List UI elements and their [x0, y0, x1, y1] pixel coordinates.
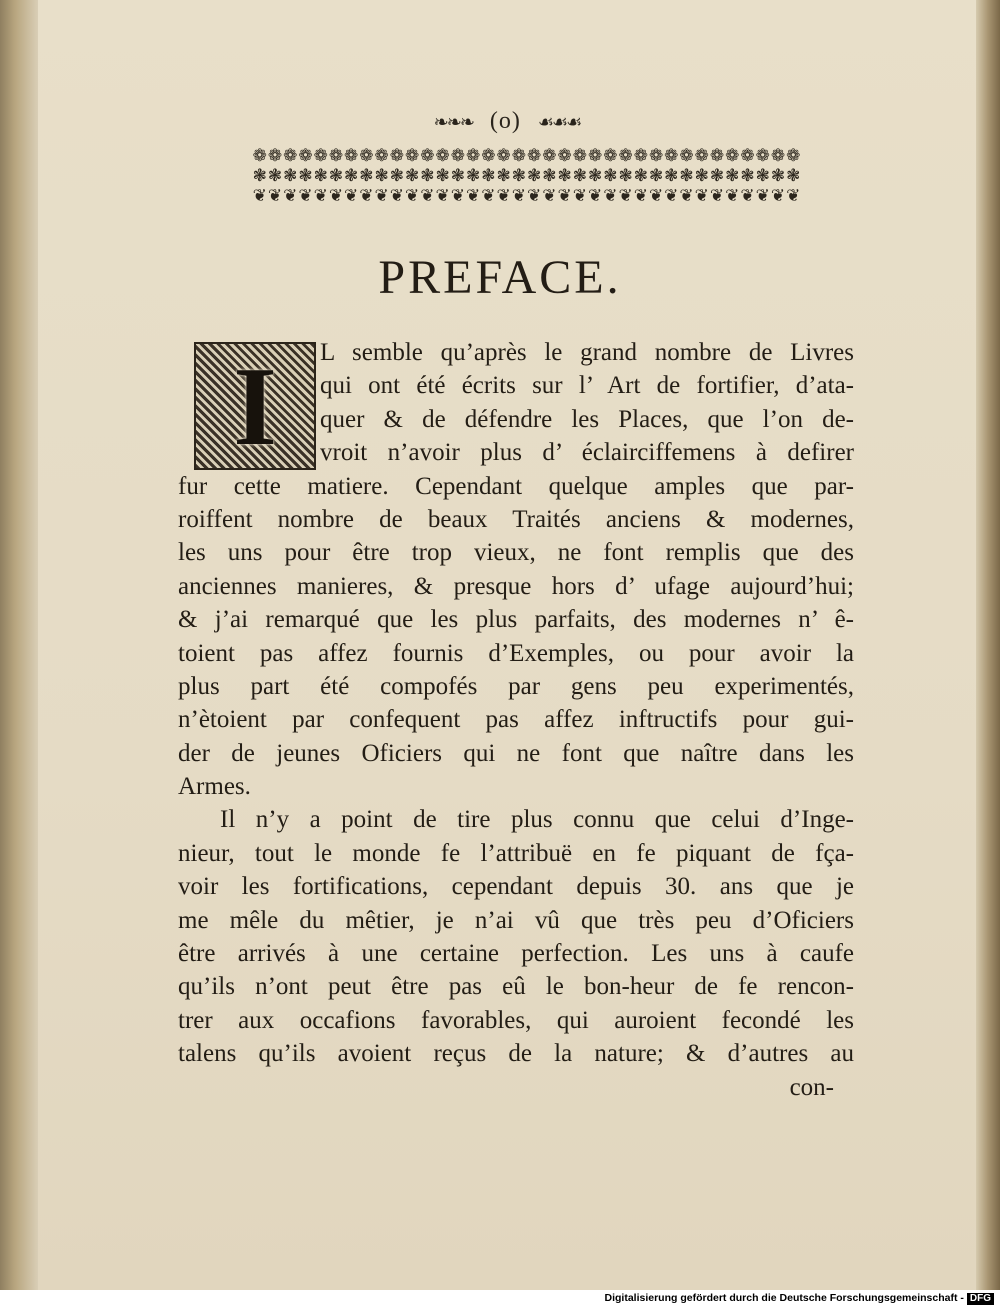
drop-cap-letter: I [233, 345, 277, 469]
text-line: les uns pour être trop vieux, ne font remplis que des [178, 539, 854, 567]
page-title: PREFACE. [378, 251, 622, 304]
text-line: Armes. [178, 773, 251, 801]
text-line: trer aux occafions favorables, qui auroient fecondé les [178, 1006, 854, 1034]
text-line: nieur, tout le monde fe l’attribuë en fe piquant de fça- [178, 839, 854, 867]
band-row-1: ❁❁❁❁❁❁❁❁❁❁❁❁❁❁❁❁❁❁❁❁❁❁❁❁❁❁❁❁❁❁❁❁❁❁❁❁ [252, 146, 802, 165]
preface-text [178, 336, 854, 1104]
header-ornament-left-icon: ❧❧❧ [433, 112, 473, 132]
page-gutter [0, 0, 39, 1290]
text-line: être arrivés à une certaine perfection. Les uns à caufe [178, 940, 854, 968]
band-row-3: ❦❦❦❦❦❦❦❦❦❦❦❦❦❦❦❦❦❦❦❦❦❦❦❦❦❦❦❦❦❦❦❦❦❦❦❦ [252, 186, 802, 205]
text-line: talens qu’ils avoient reçus de la nature; & d’autres au [178, 1040, 854, 1068]
text-line: toient pas affez fournis d’Exemples, ou pour avoir la [178, 639, 854, 667]
text-line: fur cette matiere. Cependant quelque amples que par- [178, 472, 854, 500]
header-ornament-right-icon: ☙☙☙ [537, 112, 581, 132]
text-line: qu’ils n’ont peut être pas eû le bon-heur de fe rencon- [178, 973, 854, 1001]
text-line: n’ètoient par confequent pas affez inftructifs pour gui- [178, 706, 854, 734]
text-line: qui ont été écrits sur l’ Art de fortifier, d’ata- [320, 372, 854, 400]
credit-text: Digitalisierung gefördert durch die Deutsche Forschungsgemeinschaft - [604, 1292, 964, 1304]
text-line: anciennes manieres, & presque hors d’ ufage aujourd’hui; [178, 572, 854, 600]
dfg-logo-icon: DFG [967, 1293, 994, 1305]
text-line: me mêle du mêtier, je n’ai vû que très peu d’Oficiers [178, 906, 854, 934]
page-number: (o) [489, 108, 521, 134]
running-header [38, 108, 976, 135]
text-line: quer & de défendre les Places, que l’on de- [320, 405, 854, 433]
text-line: der de jeunes Oficiers qui ne font que naître dans les [178, 739, 854, 767]
catchword: con- [789, 1073, 834, 1101]
text-line: & j’ai remarqué que les plus parfaits, des modernes n’ ê- [178, 606, 854, 634]
text-line: L semble qu’après le grand nombre de Livres [320, 339, 854, 366]
text-line: plus part été compofés par gens peu experimentés, [178, 672, 854, 700]
text-line: Il n’y a point de tire plus connu que celui d’Inge- [220, 806, 854, 834]
band-row-2: ❃❃❃❃❃❃❃❃❃❃❃❃❃❃❃❃❃❃❃❃❃❃❃❃❃❃❃❃❃❃❃❃❃❃❃❃ [252, 166, 802, 185]
text-line: roiffent nombre de beaux Traités anciens & modernes, [178, 505, 854, 533]
digitization-credit [0, 1290, 1000, 1306]
text-line: vroit n’avoir plus d’ éclairciffemens à defirer [320, 439, 854, 467]
page-fore-edge [976, 0, 1000, 1290]
ornamental-band [196, 146, 858, 206]
text-line: voir les fortifications, cependant depuis 30. ans que je [178, 873, 854, 901]
